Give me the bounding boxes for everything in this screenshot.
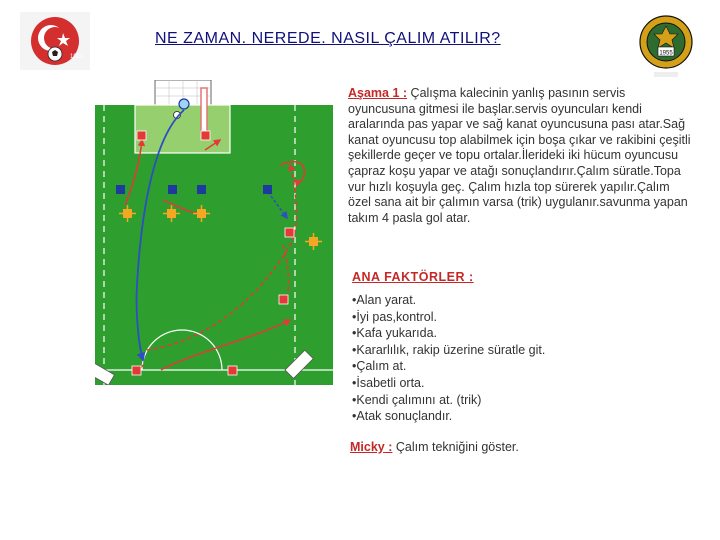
svg-text:1955: 1955 (659, 50, 673, 57)
factors-list (352, 292, 697, 425)
svg-text:1923: 1923 (70, 54, 84, 60)
factor-item: • İsabetli orta. (352, 375, 697, 392)
asama-text: Çalışma kalecinin yanlış pasının servis oyuncusuna gitmesi ile başlar.servis oyuncuları kendi aralarında pas yapar ve sağ kanat oyuncusuna pası atar.Sağ kanat oyuncusu top alabilmek için boşa çıkar ve rakibini çeşitli şekillerde geçer ve topu ortalar.İlerideki iki hücum oyuncusu çapraz koşu yapar ve atağı sonuçlandırır.Çalım süratle.Topa vur hızlı koşuyla geç. Çalım hızla top sürerek yapılır.Çalım özel sana ait bir çalımın varsa (trik) uygulanır.savunma yapan takım 4 pasla gol atar. (348, 86, 691, 225)
micky-section (350, 440, 519, 454)
blue-player (263, 185, 272, 194)
factors-title: ANA FAKTÖRLER : (352, 270, 474, 284)
pitch-diagram (95, 80, 333, 385)
blue-player (116, 185, 125, 194)
red-player (137, 131, 146, 140)
red-player (279, 295, 288, 304)
blue-player (197, 185, 206, 194)
factor-item: • Kendi çalımını at. (trik) (352, 392, 697, 409)
tff-logo (20, 12, 90, 70)
factor-item: • Alan yarat. (352, 292, 697, 309)
page-title: NE ZAMAN. NEREDE. NASIL ÇALIM ATILIR? (155, 30, 501, 47)
factor-item: • Kafa yukarıda. (352, 325, 697, 342)
club-emblem (638, 14, 694, 80)
blue-player (168, 185, 177, 194)
red-player (201, 131, 210, 140)
red-player (228, 366, 237, 375)
pole (201, 88, 207, 133)
asama-section (348, 86, 693, 226)
asama-label: Aşama 1 : (348, 86, 408, 100)
red-player (132, 366, 141, 375)
micky-text: Çalım tekniğini göster. (395, 440, 519, 454)
factor-item: • Kararlılık, rakip üzerine süratle git. (352, 342, 697, 359)
micky-label: Micky : (350, 440, 393, 454)
factor-item: • İyi pas,kontrol. (352, 309, 697, 326)
factors-section (352, 270, 697, 425)
factor-item: • Atak sonuçlandır. (352, 408, 697, 425)
factor-item: • Çalım at. (352, 358, 697, 375)
red-player (285, 228, 294, 237)
goalkeeper (179, 99, 189, 109)
